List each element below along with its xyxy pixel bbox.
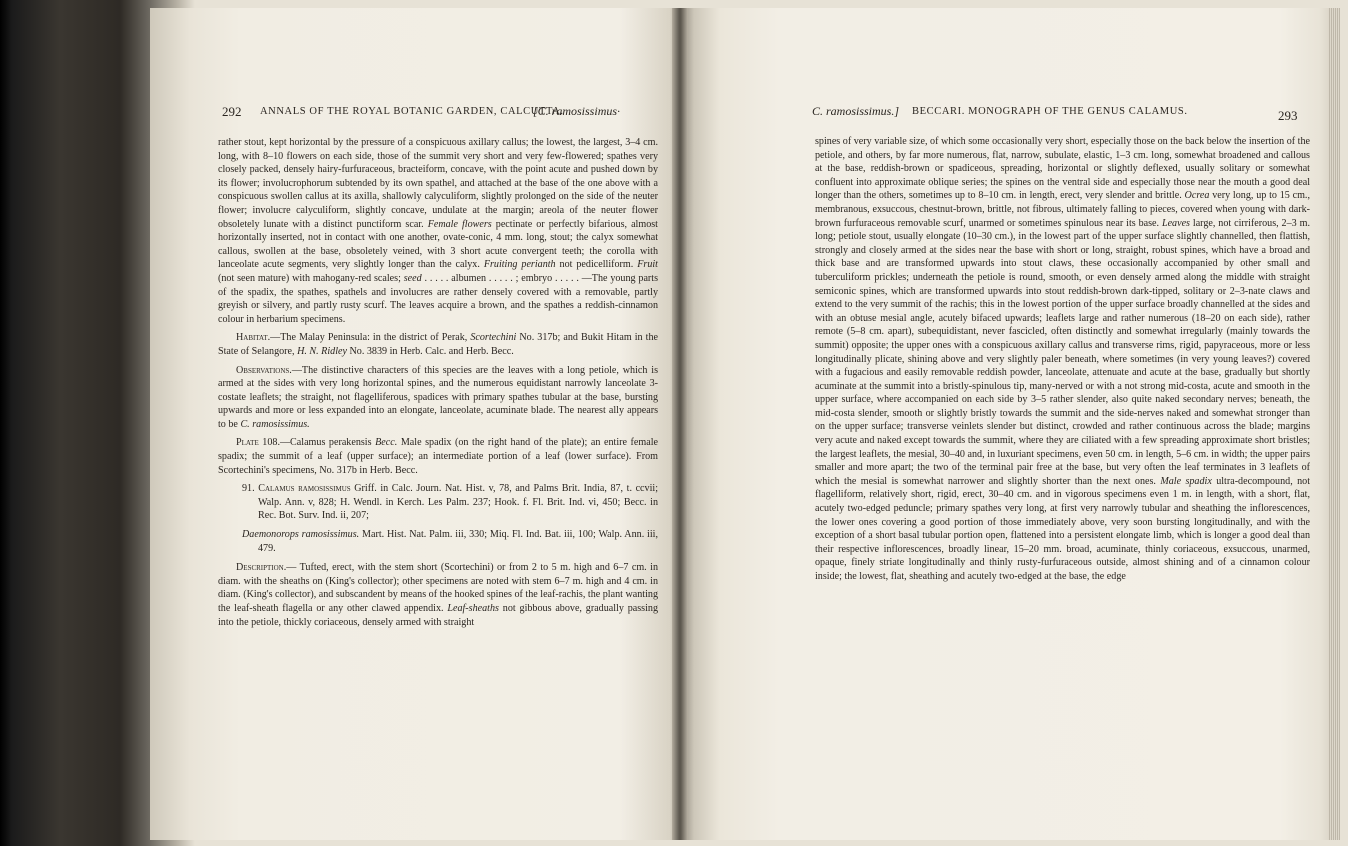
right-page <box>680 8 1340 840</box>
species-heading: 91. Calamus ramosissimus Griff. in Calc. Journ. Nat. Hist. v, 78, and Palms Brit. India, 87, t. ccvii; Walp. Ann. v, 828; H. Wendl. in Kerch. Les Palm. 237; Hook. f. Fl. Brit. Ind. vi, 450; Becc. in Rec. Bot. Surv. Ind. ii, 207; <box>242 483 658 522</box>
paragraph-leaf-description: spines of very variable size, of which some occasionally very short, especially those on the back below the insertion of the petiole, and others, by far more numerous, flat, narrow, subulate, elastic, 1–3 cm. long, somewhat broadened and callous at the base, reddish-brown or spadiceous, spreading, horizontal or slightly deflexed, usually solitary or somewhat confluent into approximate oblique series; the spines on the ventral side and especially those near the mouth a good deal longer than the others, sometimes up to 8–10 cm. in length, erect, very slender and brittle. Ocrea very long, up to 15 cm., membranous, exsuccous, chestnut-brown, brittle, not fibrous, ultimately falling to pieces, covered when young with dark-brown furfuraceous removable scurf, unarmed or sometimes spinulous near its base. Leaves large, not cirriferous, 2–3 m. long; petiole stout, usually elongate (10–30 cm.), in the lowest part of the upper surface slightly channelled, then flattish, strongly and closely armed at the sides near the base with short or long, straight, robust spines, which have a broad and thick base and are transformed upwards into stout claws, these occasionally accompanied by other small and tuberculiform prickles; underneath the petiole is round, smooth, or even densely armed along the middle with straight semiconic spines, which are transformed upwards into stout reddish-brown dark-tipped, solitary or 2–3-nate claws and extend to the very summit of the rachis; this in the lowest portion of the upper surface broadly channelled at the sides and with an obtuse mesial angle, acutely bifaced upwards; leaflets large and rather numerous (18–20 on each side), rather remote (5–8 cm. apart), subequidistant, never fascicled, often distinctly and somewhat irregularly (mainly towards the summit) opposite; the upper ones with a conspicuous axillary callus and transverse rims, rigid, papyraceous, more or less longitudinally plicate, shining above and very slightly paler beneath, where sometimes (in very young leaves?) covered with a fugacious and easily removable reddish powder, lanceolate, attenuate and acute at the base, gradually but shortly acuminate at the summit into a bristly-spinulous tip, many-nerved or with a not strong mid-costa, acute and smooth in the upper surface, where accompanied on each side by 3–5 rather slender, also quite naked secondary nerves; beneath, the mid-costa slender, smooth or slightly bristly towards the summit and the side-nerves naked and somewhat stronger than on the upper surface; transverse veinlets slender but distinct, crowded and rather continuous across the blade; margins very acute and naked except towards the summit, where they are ciliated with a few spreading approximate short bristles; the largest leaflets, the mesial, 30–40 and, in luxuriant specimens, even 50 cm. in length, 5–6 cm. in width; the upper pairs smaller and more apart; the two of the terminal pair free at the base, but very often the leaf terminates in 3 leaflets of which the mesial is somewhat narrower and slightly shorter than the next ones. Male spadix ultra-decompound, not flagelliform, relatively short, rigid, erect, 30–40 cm. and in vigorous specimens even 1 m. in length, with a short, flat, acutely two-edged peduncle; primary spathes very long, at first very narrowly tubular and sheathing the inflorescences, the lower ones covering a good portion of those immediately above, very soon bursting longitudinally, and with the exception of a short basal tubular portion open, flattened into a persistent elongate limb, which is longer a good deal than their respective inflorescences, broadly linear, 15–20 mm. broad, acuminate, thinly coriaceous, exsuccous, unarmed, opaque, finely striate longitudinally and thinly rusty-furfuraceous outside, almost shining and of a cinnamon colour inside; the lowest, flat, sheathing and acutely two-edged at the base, the edge <box>815 136 1310 582</box>
running-head: ANNALS OF THE ROYAL BOTANIC GARDEN, CALCUTTA. <box>260 106 564 117</box>
running-head: BECCARI. MONOGRAPH OF THE GENUS CALAMUS. <box>912 106 1188 117</box>
left-page-body <box>218 136 658 634</box>
paragraph-habitat: Habitat.—The Malay Peninsula: in the district of Perak, Scortechini No. 317b; and Bukit Hitam in the State of Selangore, H. N. Ridley No. 3839 in Herb. Calc. and Herb. Becc. <box>218 332 658 357</box>
synonym: Daemonorops ramosissimus. Mart. Hist. Nat. Palm. iii, 330; Miq. Fl. Ind. Bat. iii, 100; Walp. Ann. iii, 479. <box>242 529 658 554</box>
paragraph-description-continued: rather stout, kept horizontal by the pressure of a conspicuous axillary callus; the lowest, the largest, 3–4 cm. long, with 8–10 flowers on each side, those of the summit very short and very few-flowered; spathes very closely packed, densely hairy-furfuraceous, bracteiform, concave, with the point acute and pushed down by its flower; involucrophorum subtended by its own spathel, and attached at the base of the one above with a conspicuous swollen callus at its axilla, shallowly calyculiform, slightly prolonged on the side of the neuter flower; involucre calyculiform, slightly concave, undulate at the margin; areola of the neuter flower obsoletely lunate with a distinct punctiform scar. Female flowers pectinate or perfectly bifarious, almost horizontally inserted, not in contact with one another, ovate-conic, 4 mm. long, stout; the calyx somewhat callous, swollen at the base, obsoletely veined, with 3 short acute convergent teeth; the corolla with lanceolate acute segments, very slightly longer than the calyx. Fruiting perianth not pedicelliform. Fruit (not seen mature) with mahogany-red scales; seed . . . . . albumen . . . . . ; embryo . . . . . —The young parts of the spadix, the spathes, spathels and involucres are rather densely covered with a removable, partly greyish or silvery, and partly rusty scurf. The leaves acquire a brown, and the spathes a reddish-cinnamon colour in herbarium specimens. <box>218 137 659 325</box>
right-page-body <box>815 135 1310 589</box>
running-head-species: [C. ramosissimus· <box>533 104 621 118</box>
left-page <box>150 8 680 840</box>
paragraph-description: Description.— Tufted, erect, with the stem short (Scortechini) or from 2 to 5 m. high and 6–7 cm. in diam. with the sheaths on (King's collector); other specimens are noted with stem 6–7 m. high and 4 cm. in diam. (King's collector), and subscandent by means of the hooked spines of the leaf-rachis, the plant wanting the leaf-sheath flagella or any other clawed appendix. Leaf-sheaths not gibbous above, gradually passing into the petiole, thickly coriaceous, densely armed with straight <box>218 562 659 628</box>
page-number: 293 <box>1278 108 1298 123</box>
book-gutter <box>672 8 688 840</box>
paragraph-observations: Observations.—The distinctive characters of this species are the leaves with a long petiole, which is armed at the sides with very long horizontal spines, and the numerous equidistant narrowly lanceolate 3-costate leaflets; the straight, not flagelliferous, spadices with primary spathes tubular at the base, bursting upwards and more or less expanded into an elongate, lanceolate, acuminate blade. The nearest ally appears to be C. ramosissimus. <box>218 364 658 430</box>
paragraph-plate: Plate 108.—Calamus perakensis Becc. Male spadix (on the right hand of the plate); an entire female spadix; the summit of a leaf (upper surface); an intermediate portion of a leaf (lower surface). From Scortechini's specimens, No. 317b in Herb. Becc. <box>218 437 658 476</box>
page-edges-right <box>1328 8 1340 840</box>
running-head-species: C. ramosissimus.] <box>812 104 900 118</box>
page-number: 292 <box>222 104 242 119</box>
